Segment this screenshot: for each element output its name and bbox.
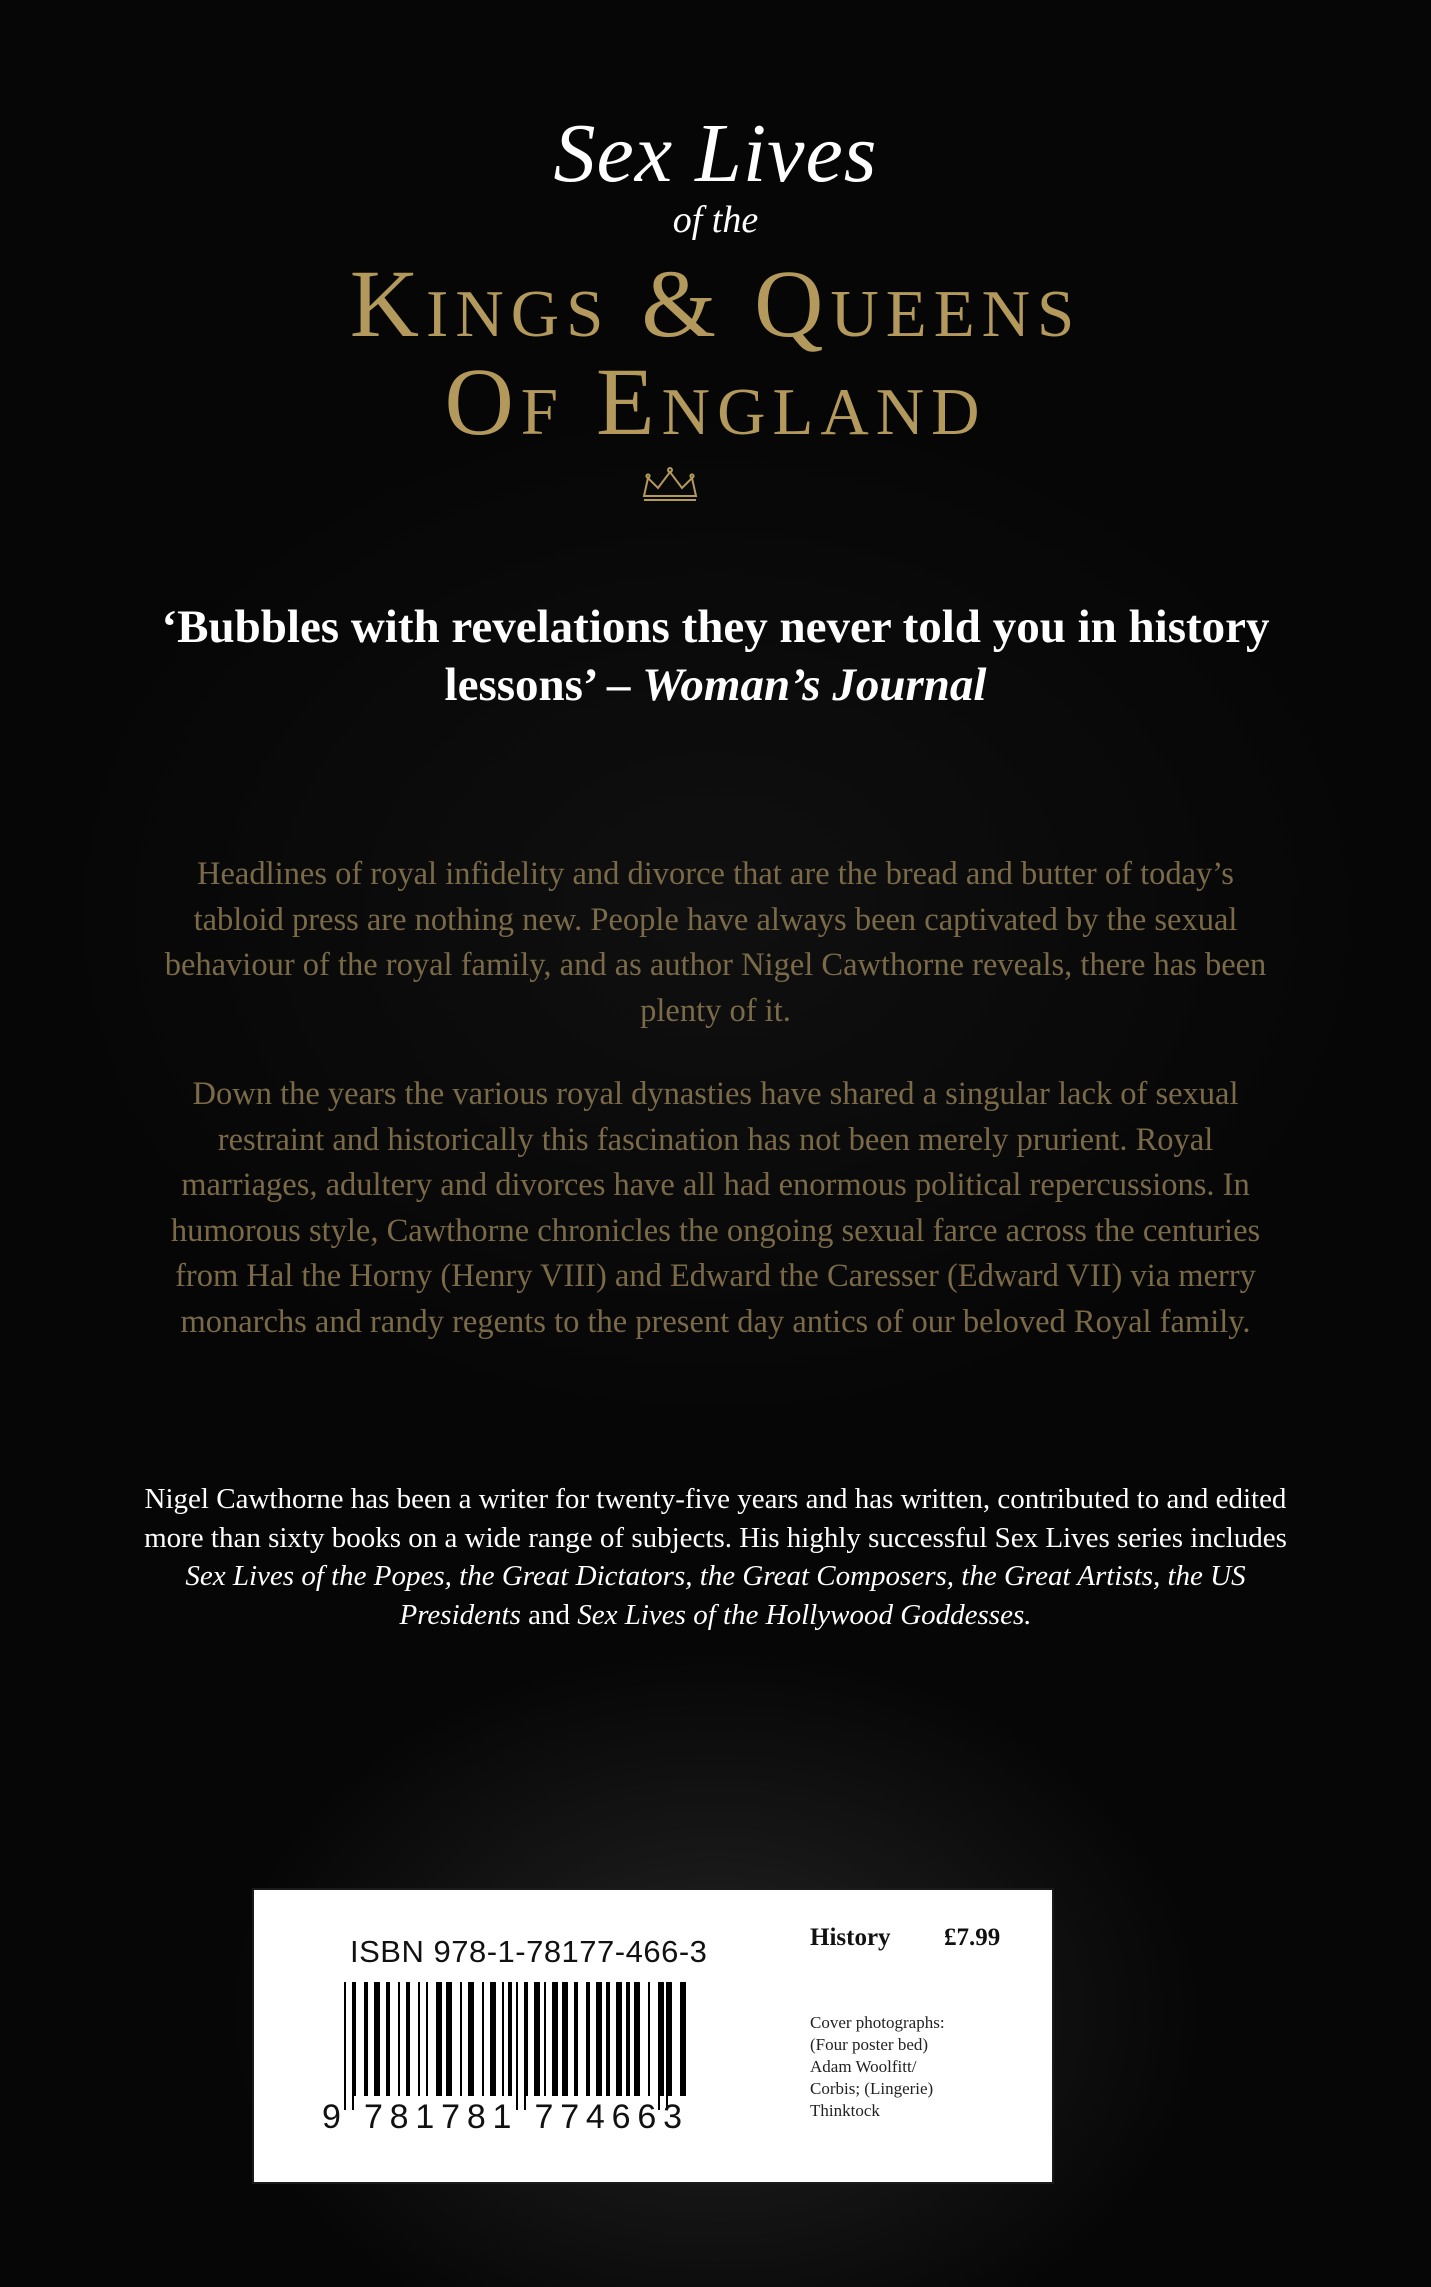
author-bio-text-1: Nigel Cawthorne has been a writer for twenty-five years and has written, contributed to and edited more than sixty books on a wide range of subjects. His highly successful Sex Lives series includes	[144, 1483, 1287, 1554]
barcode-bar	[374, 1982, 380, 2096]
isbn-number: ISBN 978-1-78177-466-3	[350, 1934, 708, 1969]
barcode-guard-bar	[658, 1982, 660, 2110]
barcode-bar	[668, 1982, 672, 2096]
barcode-bar	[436, 1982, 442, 2096]
author-bio	[140, 1480, 1291, 1634]
barcode-bar	[544, 1982, 546, 2096]
barcode-bar	[426, 1982, 428, 2096]
barcode-bar	[586, 1982, 590, 2096]
barcode-guard-bar	[344, 1982, 346, 2110]
price-label: £7.99	[944, 1924, 1001, 1951]
blurb-paragraph-2: Down the years the various royal dynasties have shared a singular lack of sexual restraint and historically this fascination has not been merely prurient. Royal marriages, adultery and divorces have all had enormous political repercussions. In humorous style, Cawthorne chronicles the ongoing sexual farce across the centuries from Hal the Horny (Henry VIII) and Edward the Caresser (Edward VII) via merry monarchs and randy regents to the present day antics of our beloved Royal family.	[170, 1076, 1261, 1340]
title-of-england: Of England	[444, 348, 987, 455]
barcode-bar	[534, 1982, 540, 2096]
barcode-digits: 9 781781 774663	[322, 2098, 682, 2136]
barcode-bar	[490, 1982, 496, 2096]
barcode-bar	[574, 1982, 578, 2096]
barcode-bar	[616, 1982, 622, 2096]
barcode-bar	[364, 1982, 368, 2096]
barcode-bar	[460, 1982, 462, 2096]
barcode-bar	[468, 1982, 474, 2096]
barcode-guard-bar	[352, 1982, 354, 2110]
barcode-guard-bar	[524, 1982, 526, 2110]
barcode-bar	[648, 1982, 650, 2096]
barcode-bar	[406, 1982, 410, 2096]
title-of-the: of the	[672, 199, 759, 241]
crown-icon	[638, 466, 702, 506]
credit-line: Adam Woolfitt/	[810, 2057, 917, 2076]
barcode-guard-bar	[516, 1982, 518, 2110]
barcode-bar	[354, 1982, 356, 2096]
barcode-bar	[562, 1982, 568, 2096]
barcode-bar	[446, 1982, 452, 2096]
credit-line: (Four poster bed)	[810, 2035, 929, 2054]
barcode-bar	[552, 1982, 558, 2096]
category-label: History	[810, 1924, 891, 1951]
barcode-bar	[596, 1982, 602, 2096]
author-bio-titles-2: Sex Lives of the Hollywood Goddesses.	[577, 1598, 1032, 1631]
title-sex-lives: Sex Lives	[553, 107, 878, 200]
credit-line: Corbis; (Lingerie)	[810, 2079, 934, 2098]
barcode-bar	[502, 1982, 504, 2096]
author-bio-titles-1: Sex Lives of the Popes, the Great Dictators, the Great Composers, the Great Artists, the US Presidents	[185, 1560, 1246, 1631]
credit-line: Thinktock	[810, 2101, 880, 2120]
review-quote	[140, 598, 1291, 714]
isbn-label	[252, 1888, 1054, 2184]
barcode-bar	[482, 1982, 484, 2096]
review-quote-source: Woman’s Journal	[642, 659, 987, 711]
barcode-bar	[418, 1982, 420, 2096]
cover-credits	[810, 2012, 1010, 2122]
barcode-bar	[634, 1982, 640, 2096]
barcode-bar	[386, 1982, 390, 2096]
barcode-bar	[626, 1982, 630, 2096]
review-quote-text: ‘Bubbles with revelations they never told you in history lessons’ –	[161, 601, 1270, 711]
blurb-paragraph-1: Headlines of royal infidelity and divorce that are the bread and butter of today’s tabloid press are nothing new. People have always been captivated by the sexual behaviour of the royal family, and as author Nigel Cawthorne reveals, there has been plenty of it.	[164, 856, 1267, 1029]
barcode-bar	[680, 1982, 686, 2096]
author-bio-text-2: and	[520, 1598, 578, 1631]
title-kings-queens: Kings & Queens	[349, 250, 1082, 357]
barcode-bar	[508, 1982, 512, 2096]
barcode-bar	[526, 1982, 528, 2096]
credit-line: Cover photographs:	[810, 2013, 945, 2032]
barcode-bar	[398, 1982, 400, 2096]
barcode-guard-bar	[666, 1982, 668, 2110]
barcode	[318, 1978, 698, 2136]
barcode-bar	[606, 1982, 610, 2096]
